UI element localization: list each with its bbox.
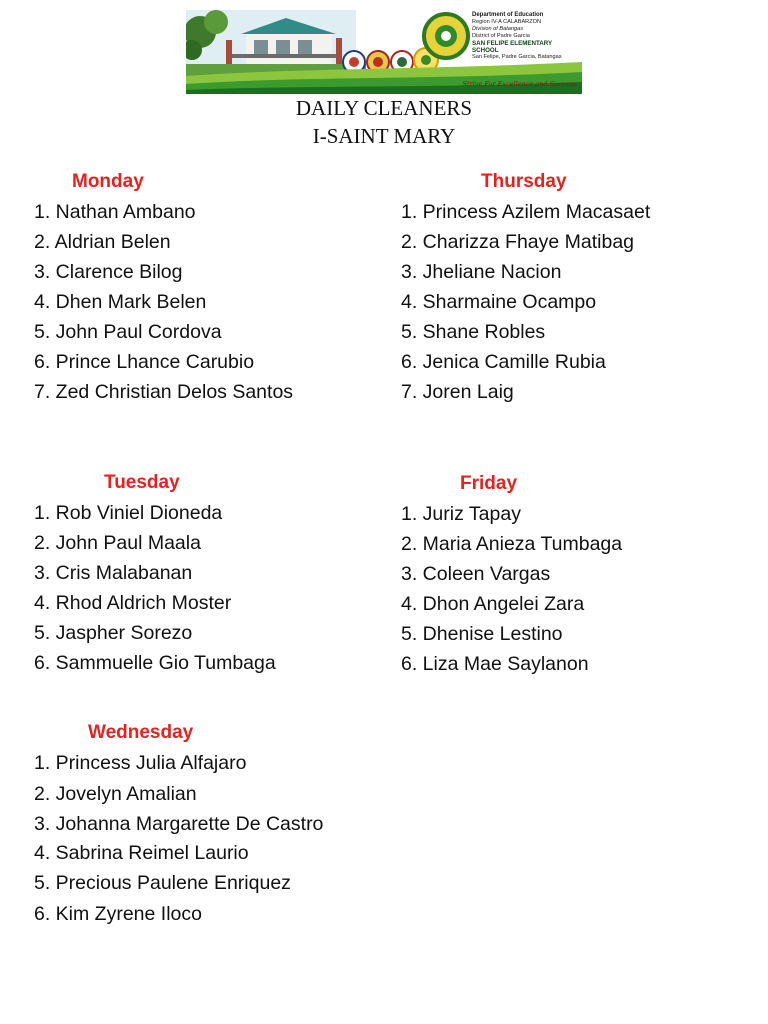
list-item: 5. Precious Paulene Enriquez xyxy=(34,872,291,894)
banner-school-info xyxy=(472,12,580,61)
list-item: 1. Nathan Ambano xyxy=(34,201,196,223)
list-item: 4. Rhod Aldrich Moster xyxy=(34,592,232,614)
banner-motto: Strive For Excellence and Success xyxy=(462,80,576,88)
list-item: 6. Prince Lhance Carubio xyxy=(34,351,255,373)
list-item: 3. Jheliane Nacion xyxy=(401,261,562,283)
list-item: 5. Shane Robles xyxy=(401,321,546,343)
banner-dept: Department of Education xyxy=(472,12,544,18)
day-heading-friday: Friday xyxy=(460,473,518,494)
cleaner-list-thursday xyxy=(401,201,650,411)
list-item: 7. Zed Christian Delos Santos xyxy=(34,381,294,403)
list-item: 2. John Paul Maala xyxy=(34,532,201,554)
list-item: 7. Joren Laig xyxy=(401,381,514,403)
list-item: 4. Sharmaine Ocampo xyxy=(401,291,597,313)
list-item: 1. Rob Viniel Dioneda xyxy=(34,502,223,524)
banner-region: Region IV-A CALABARZON xyxy=(472,19,542,25)
document-title: DAILY CLEANERS xyxy=(295,96,473,120)
list-item: 5. Dhenise Lestino xyxy=(401,623,563,645)
cleaner-list-friday xyxy=(401,503,622,683)
day-heading-monday: Monday xyxy=(72,171,144,192)
cleaner-list-monday xyxy=(34,201,293,411)
list-item: 3. Coleen Vargas xyxy=(401,563,551,585)
school-header-banner xyxy=(186,10,582,94)
list-item: 3. Cris Malabanan xyxy=(34,562,193,584)
list-item: 2. Jovelyn Amalian xyxy=(34,783,197,805)
list-item: 6. Kim Zyrene Iloco xyxy=(34,903,202,925)
list-item: 6. Liza Mae Saylanon xyxy=(401,653,589,675)
list-item: 1. Juriz Tapay xyxy=(401,503,521,525)
day-heading-wednesday: Wednesday xyxy=(88,722,194,743)
banner-address: San Felipe, Padre Garcia, Batangas xyxy=(472,54,562,60)
list-item: 4. Sabrina Reimel Laurio xyxy=(34,842,249,864)
list-item: 6. Sammuelle Gio Tumbaga xyxy=(34,652,276,674)
list-item: 1. Princess Azilem Macasaet xyxy=(401,201,651,223)
day-heading-tuesday: Tuesday xyxy=(104,472,180,493)
list-item: 3. Clarence Bilog xyxy=(34,261,183,283)
list-item: 5. John Paul Cordova xyxy=(34,321,222,343)
list-item: 2. Maria Anieza Tumbaga xyxy=(401,533,623,555)
list-item: 1. Princess Julia Alfajaro xyxy=(34,752,247,774)
banner-school-name: SAN FELIPE ELEMENTARY SCHOOL xyxy=(472,40,552,54)
list-item: 2. Aldrian Belen xyxy=(34,231,171,253)
day-heading-thursday: Thursday xyxy=(481,171,567,192)
cleaner-list-wednesday xyxy=(34,752,323,933)
list-item: 6. Jenica Camille Rubia xyxy=(401,351,606,373)
cleaner-list-tuesday xyxy=(34,502,276,682)
list-item: 5. Jaspher Sorezo xyxy=(34,622,193,644)
list-item: 3. Johanna Margarette De Castro xyxy=(34,813,324,835)
list-item: 2. Charizza Fhaye Matibag xyxy=(401,231,635,253)
banner-district: District of Padre Garcia xyxy=(472,33,530,39)
banner-division: Division of Batangas xyxy=(472,26,523,32)
document-subtitle: I-SAINT MARY xyxy=(312,124,456,148)
list-item: 4. Dhon Angelei Zara xyxy=(401,593,585,615)
list-item: 4. Dhen Mark Belen xyxy=(34,291,207,313)
